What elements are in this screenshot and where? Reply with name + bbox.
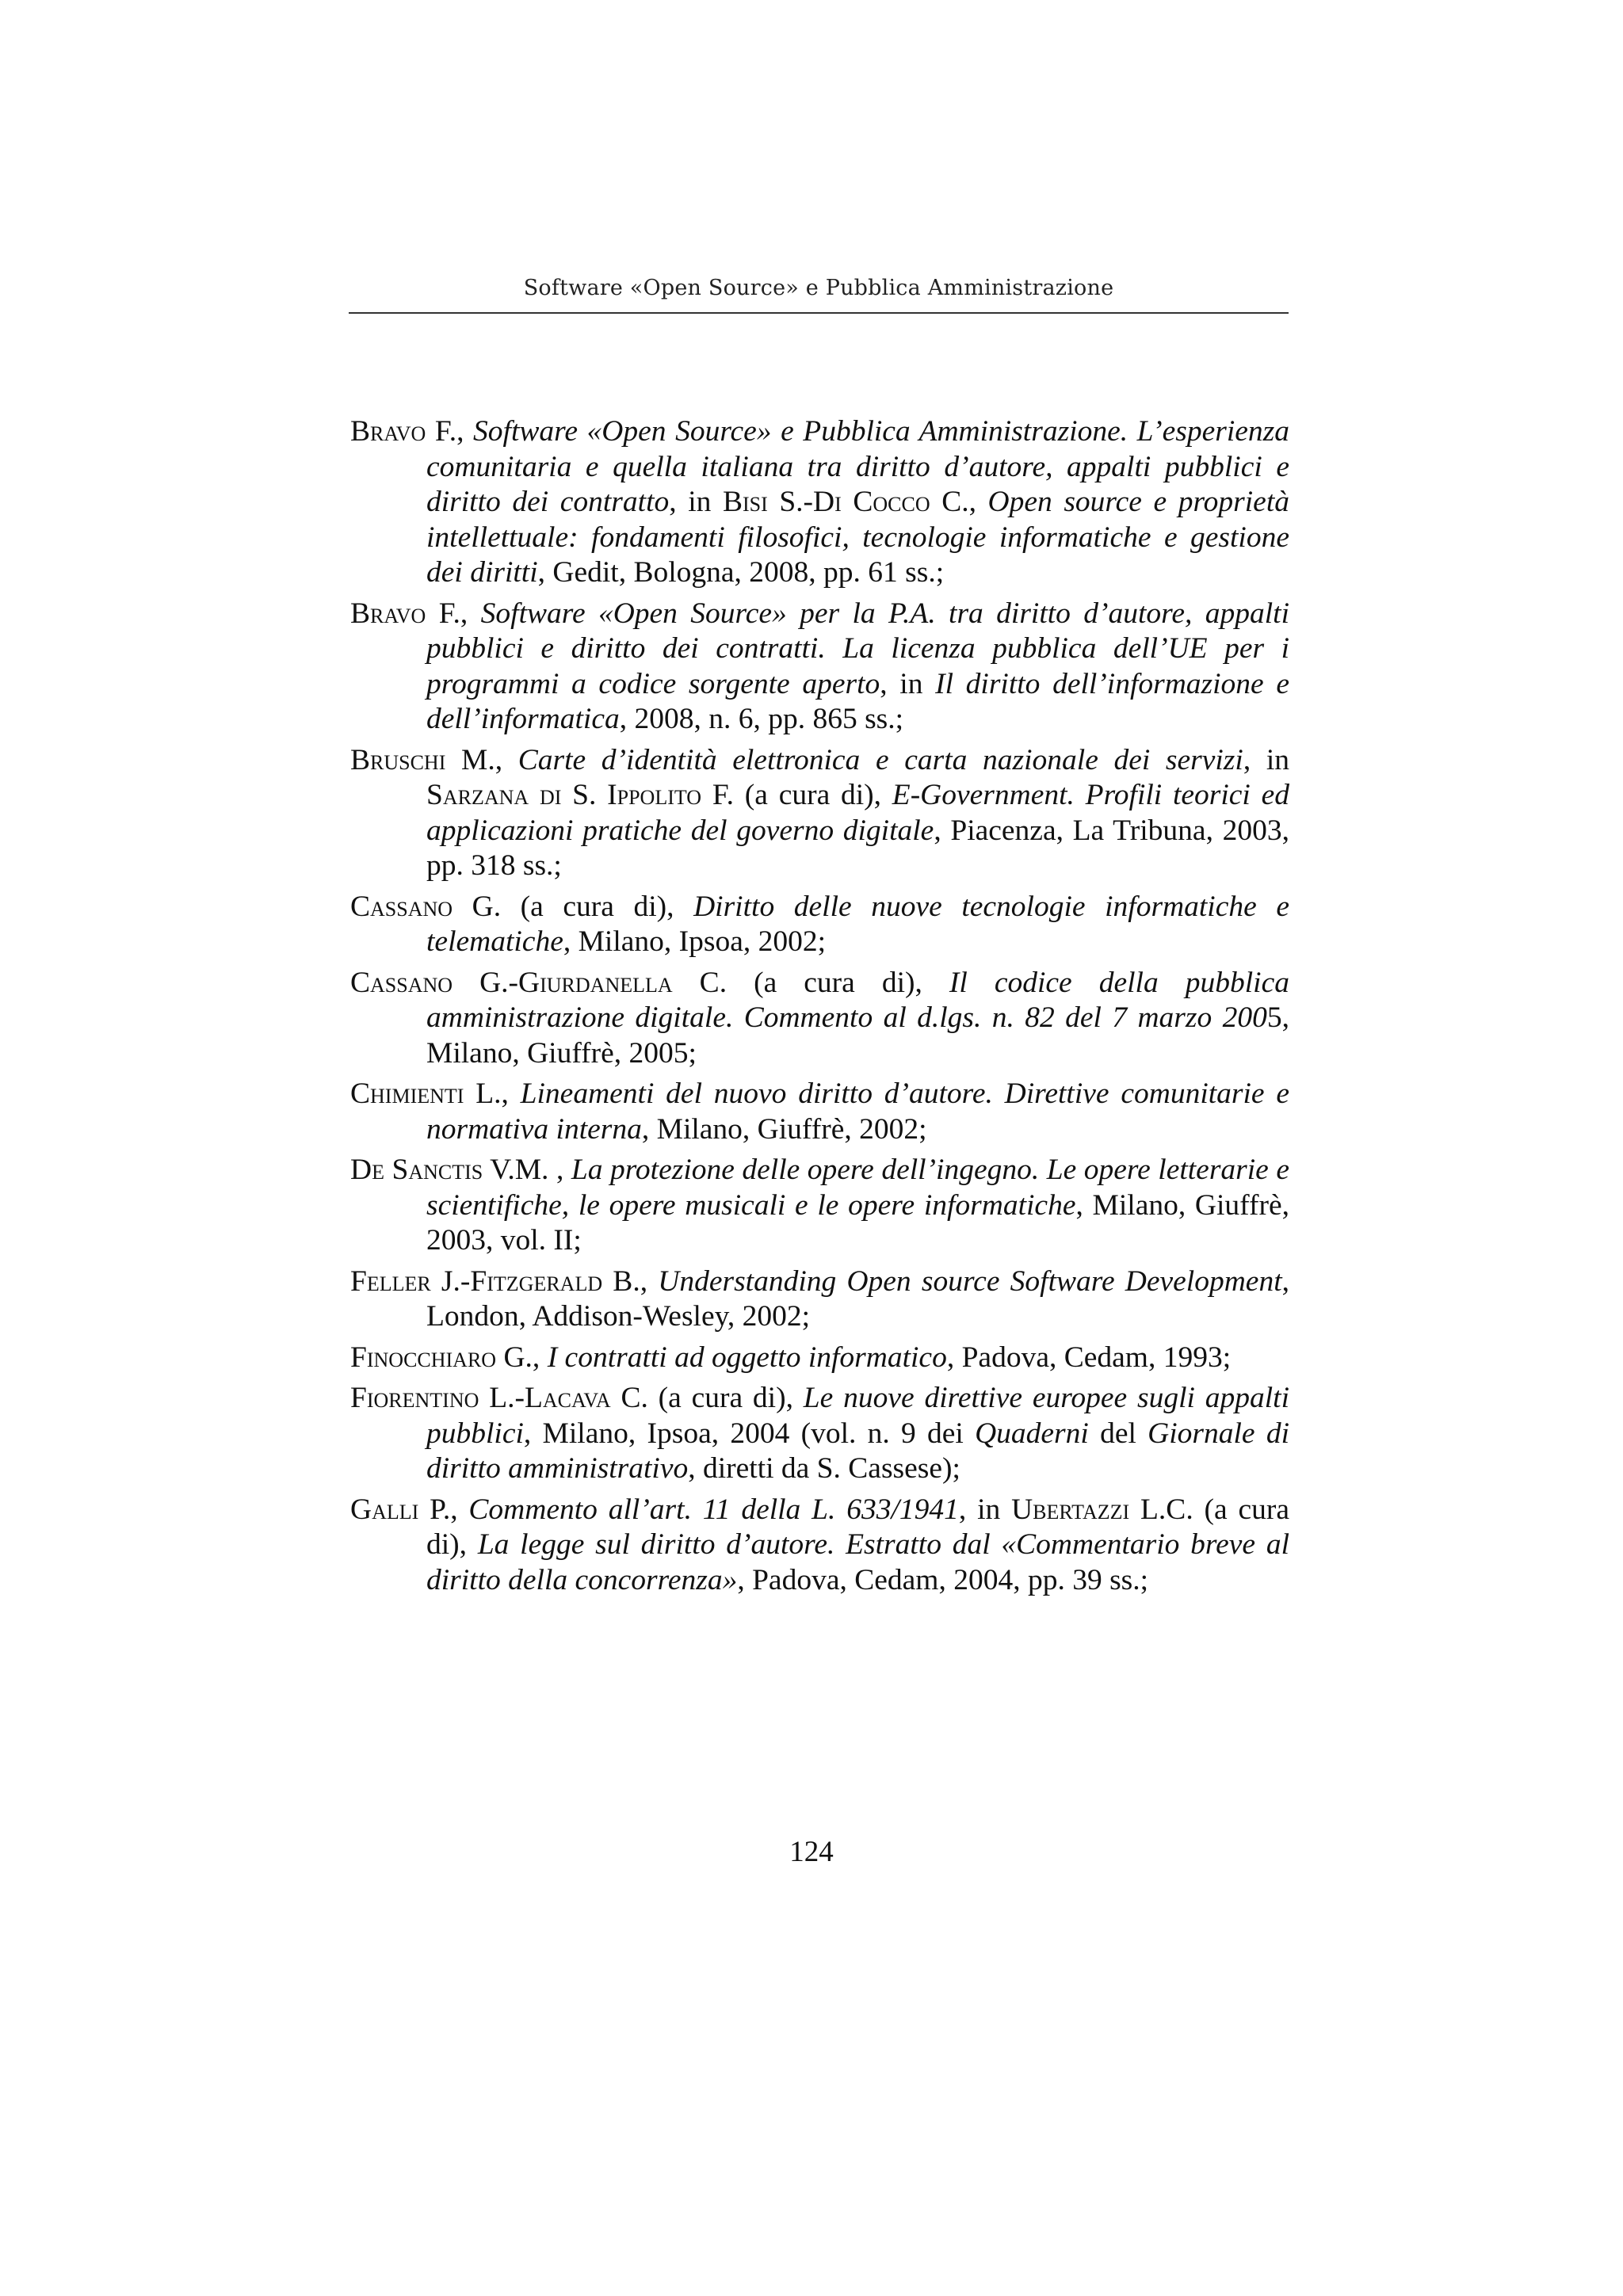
author-name: Bravo	[350, 415, 426, 448]
author-name: Bruschi	[350, 743, 446, 776]
running-header: Software «Open Source» e Pubblica Amministrazione	[523, 276, 1114, 300]
citation-text: , in	[1243, 743, 1290, 776]
author-name: Bisi	[722, 486, 768, 518]
citation-text: C.,	[930, 486, 988, 518]
bibliography-entry	[350, 1493, 1289, 1599]
bibliography-entry	[350, 414, 1289, 591]
bibliography-entry	[350, 1264, 1289, 1335]
citation-text: P.,	[418, 1493, 469, 1526]
author-name: Finocchiaro	[350, 1341, 497, 1374]
author-name: Lacava	[524, 1382, 611, 1414]
citation-text: G. (a cura di),	[453, 890, 694, 923]
citation-text: , Piacenza, La Tribuna, 2003, pp. 318 ss.;	[426, 814, 1289, 882]
citation-text: G.-	[453, 966, 519, 999]
author-name: Cassano	[350, 966, 453, 999]
work-title: Il diritto dell’informazione e dell’informatica	[426, 667, 1289, 735]
work-title: Software «Open Source» e Pubblica Amministrazione. L’esperienza comunitaria e quella italiana tra diritto d’autore, appalti pubblici e diritto dei contratto	[426, 415, 1289, 518]
citation-text: , Milano, Ipsoa, 2004 (vol. n. 9 dei	[523, 1417, 976, 1450]
citation-text: , in	[669, 486, 723, 518]
author-name: Fitzgerald	[470, 1264, 603, 1298]
work-title: E-Government. Profili teorici ed applicazioni pratiche del governo digitale	[426, 779, 1289, 847]
bibliography-entry	[350, 1381, 1289, 1487]
citation-text: B.,	[602, 1264, 659, 1298]
bibliography-entry	[350, 597, 1289, 738]
header-rule	[349, 312, 1289, 314]
citation-text: L.,	[464, 1077, 521, 1110]
citation-text: , Milano, Giuffrè, 2003, vol. II;	[426, 1188, 1289, 1257]
citation-text: del	[1088, 1417, 1148, 1450]
bibliography-entry	[350, 743, 1289, 884]
citation-text: L.-	[479, 1382, 525, 1414]
citation-text: 5, Milano, Giuffrè, 2005;	[426, 1001, 1289, 1070]
citation-text: , Padova, Cedam, 2004, pp. 39 ss.;	[737, 1563, 1149, 1596]
bibliography-entry	[350, 966, 1289, 1072]
citation-text: , diretti da S. Cassese);	[688, 1452, 960, 1485]
work-title: La legge sul diritto d’autore. Estratto dal «Commentario breve al diritto della concorrenza»	[426, 1528, 1289, 1596]
citation-text: C. (a cura di),	[672, 966, 949, 999]
citation-text: V.M. ,	[483, 1154, 571, 1186]
citation-text: , in	[958, 1493, 1012, 1526]
work-title: Lineamenti del nuovo diritto d’autore. Direttive comunitarie e normativa interna	[426, 1077, 1289, 1146]
citation-text: , in	[880, 667, 936, 700]
bibliography-entry	[350, 1341, 1289, 1376]
citation-text: J.-	[430, 1264, 471, 1298]
citation-text: C. (a cura di),	[610, 1382, 804, 1414]
citation-text: M.,	[445, 743, 518, 776]
page-number: 124	[789, 1836, 834, 1868]
citation-text: F.,	[426, 597, 481, 630]
citation-text: S.-	[767, 486, 814, 518]
citation-text: , Gedit, Bologna, 2008, pp. 61 ss.;	[537, 556, 945, 589]
citation-text: , Milano, Ipsoa, 2002;	[563, 925, 827, 958]
work-title: Le nuove direttive europee sugli appalti pubblici	[426, 1382, 1290, 1450]
bibliography-entry	[350, 1077, 1289, 1147]
author-name: Ubertazzi	[1011, 1493, 1130, 1526]
bibliography-entry	[350, 1153, 1289, 1259]
citation-text: S.	[561, 779, 608, 811]
work-title: La protezione delle opere dell’ingegno. Le opere letterarie e scientifiche, le opere musicali e le opere informatiche	[426, 1154, 1289, 1222]
author-name: Bravo	[350, 597, 426, 630]
bibliography-list	[350, 414, 1289, 1598]
author-name: Fiorentino	[350, 1382, 479, 1414]
citation-text: , 2008, n. 6, pp. 865 ss.;	[619, 703, 904, 735]
citation-text: L.C. (a cura di),	[426, 1493, 1290, 1561]
citation-text: F.,	[426, 415, 474, 448]
citation-text: G.,	[496, 1341, 548, 1374]
author-name: Galli	[350, 1493, 419, 1526]
author-name: Di Cocco	[813, 486, 930, 518]
work-title: Open source e proprietà intellettuale: fondamenti filosofici, tecnologie informatiche e gestione dei diritti	[426, 486, 1289, 589]
work-title: Commento all’art. 11 della L. 633/1941	[468, 1493, 959, 1526]
author-name: Feller	[350, 1264, 431, 1298]
author-name: Chimienti	[350, 1077, 464, 1110]
author-name: Sarzana di	[426, 779, 562, 811]
work-title: Software «Open Source» per la P.A. tra diritto d’autore, appalti pubblici e diritto dei contratti. La licenza pubblica dell’UE per i programmi a codice sorgente aperto	[426, 597, 1289, 700]
author-name: De Sanctis	[350, 1154, 483, 1186]
work-title: I contratti ad oggetto informatico	[547, 1341, 947, 1374]
work-title: Giornale di diritto amministrativo	[426, 1417, 1289, 1485]
author-name: Giurdanella	[518, 966, 673, 999]
work-title: Quaderni	[975, 1417, 1089, 1450]
citation-text: , Milano, Giuffrè, 2002;	[641, 1112, 927, 1146]
citation-text: , Padova, Cedam, 1993;	[946, 1341, 1232, 1374]
citation-text: F. (a cura di),	[701, 779, 892, 811]
work-title: Understanding Open source Software Development	[658, 1264, 1282, 1298]
citation-text: , London, Addison-Wesley, 2002;	[426, 1264, 1289, 1333]
work-title: Carte d’identità elettronica e carta nazionale dei servizi	[517, 743, 1243, 776]
author-name: Ippolito	[607, 779, 702, 811]
author-name: Cassano	[350, 890, 453, 923]
bibliography-entry	[350, 890, 1289, 960]
work-title: Il codice della pubblica amministrazione digitale. Commento al d.lgs. n. 82 del 7 marzo 200	[426, 966, 1289, 1034]
work-title: Diritto delle nuove tecnologie informatiche e telematiche	[426, 890, 1289, 958]
